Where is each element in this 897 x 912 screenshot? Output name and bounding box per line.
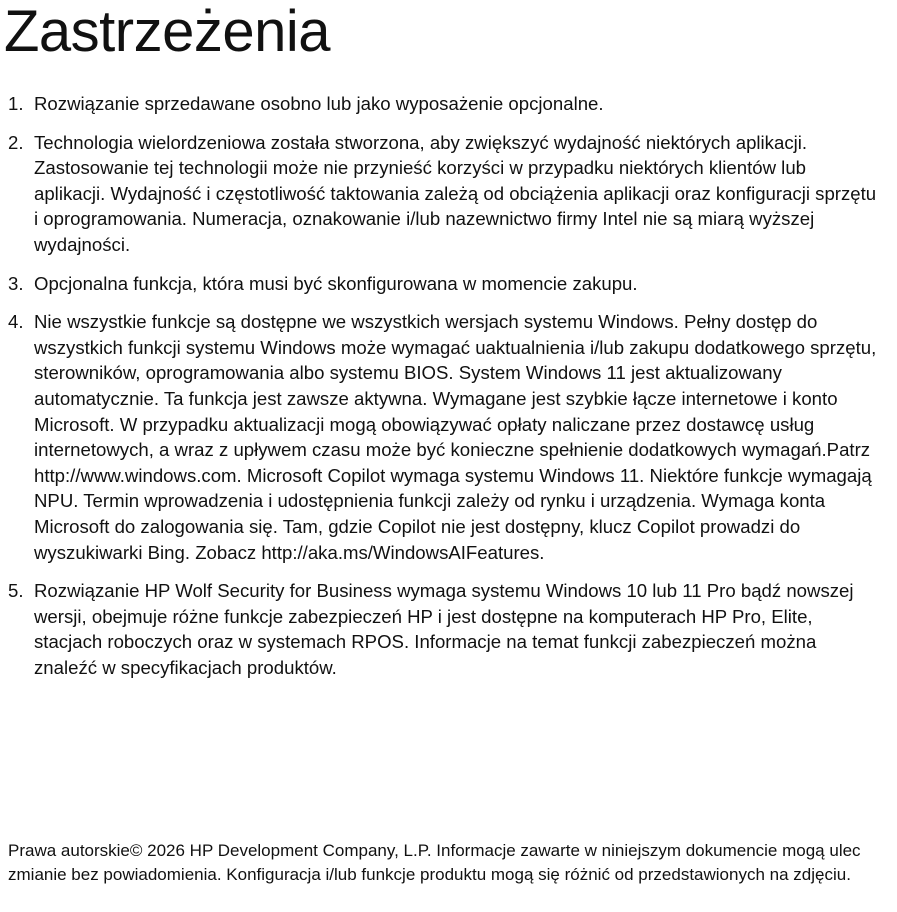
- disclaimer-number: 5.: [8, 580, 24, 602]
- disclaimer-list: [0, 91, 890, 693]
- disclaimer-text: Rozwiązanie sprzedawane osobno lub jako wyposażenie opcjonalne.: [34, 93, 604, 114]
- disclaimer-number: 3.: [8, 272, 24, 294]
- page-title: Zastrzeżenia: [4, 0, 331, 64]
- disclaimer-text: Rozwiązanie HP Wolf Security for Business wymaga systemu Windows 10 lub 11 Pro bądź nowszej wersji, obejmuje różne funkcje zabezpieczeń HP i jest dostępne na komputerach HP Pro, Elite, stacjach roboczych oraz w systemach RPOS. Informacje na temat funkcji zabezpieczeń można znaleźć w specyfikacjach produktów.: [34, 580, 854, 678]
- disclaimer-text: Opcjonalna funkcja, która musi być skonfigurowana w momencie zakupu.: [34, 272, 638, 294]
- disclaimer-item: [0, 271, 890, 297]
- disclaimer-number: 4.: [8, 311, 24, 333]
- disclaimer-number: 2.: [8, 131, 24, 153]
- disclaimer-item: [0, 91, 890, 117]
- disclaimer-item: [0, 309, 890, 565]
- disclaimer-number: 1.: [8, 93, 24, 114]
- copyright-notice: Prawa autorskie© 2026 HP Development Company, L.P. Informacje zawarte w niniejszym dokumencie mogą ulec zmianie bez powiadomienia. Konfiguracja i/lub funkcje produktu mogą się różnić od przedstawionych na zdjęciu.: [8, 841, 861, 884]
- disclaimer-text: Nie wszystkie funkcje są dostępne we wszystkich wersjach systemu Windows. Pełny dostęp do wszystkich funkcji systemu Windows może wymagać uaktualnienia i/lub zakupu dodatkowego sprzętu, sterowników, oprogramowania albo systemu BIOS. System Windows 11 jest aktualizowany automatycznie. Ta funkcja jest zawsze aktywna. Wymagane jest szybkie łącze internetowe i konto Microsoft. W przypadku aktualizacji mogą obowiązywać opłaty naliczane przez dostawcę usług internetowych, a wraz z upływem czasu może być konieczne spełnienie dodatkowych wymagań.Patrz http://www.windows.com. Microsoft Copilot wymaga systemu Windows 11. Niektóre funkcje wymagają NPU. Termin wprowadzenia i udostępnienia funkcji zależy od rynku i urządzenia. Wymaga konta Microsoft do zalogowania się. Tam, gdzie Copilot nie jest dostępny, klucz Copilot prowadzi do wyszukiwarki Bing. Zobacz http://aka.ms/WindowsAIFeatures.: [34, 311, 877, 563]
- disclaimer-item: [0, 578, 890, 680]
- disclaimer-item: [0, 130, 890, 258]
- disclaimer-text: Technologia wielordzeniowa została stworzona, aby zwiększyć wydajność niektórych aplikacji. Zastosowanie tej technologii może nie przynieść korzyści w przypadku niektórych klientów lub aplikacji. Wydajność i częstotliwość taktowania zależą od obciążenia aplikacji oraz konfiguracji sprzętu i oprogramowania. Numeracja, oznakowanie i/lub nazewnictwo firmy Intel nie są miarą wyższej wydajności.: [34, 131, 877, 255]
